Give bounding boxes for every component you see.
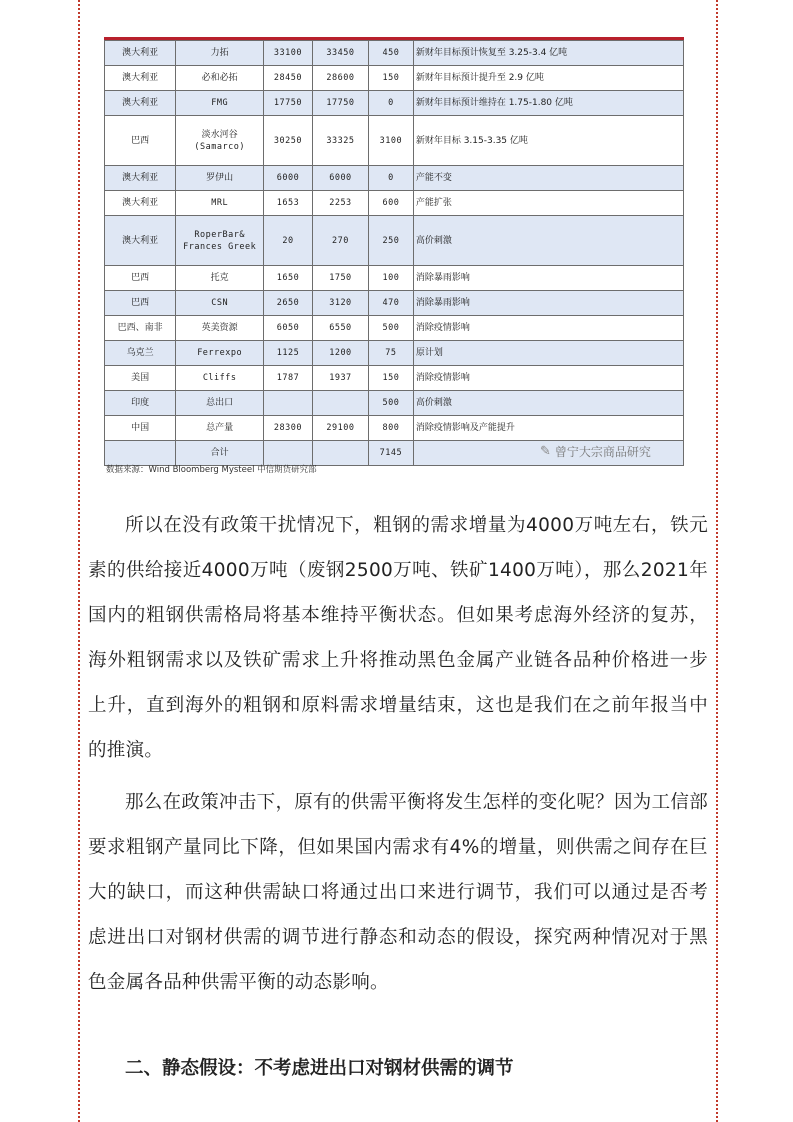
table-row bbox=[105, 191, 684, 216]
table-row bbox=[105, 316, 684, 341]
cell-note: 原计划 bbox=[413, 341, 683, 366]
table-row bbox=[105, 416, 684, 441]
cell-value-2: 6000 bbox=[312, 166, 368, 191]
cell-company: 总出口 bbox=[176, 391, 264, 416]
cell-company: 托克 bbox=[176, 266, 264, 291]
cell-note: 消除疫情影响 bbox=[413, 316, 683, 341]
cell-delta: 800 bbox=[368, 416, 413, 441]
cell-note: 高价刺激 bbox=[413, 216, 683, 266]
paragraph-1: 所以在没有政策干扰情况下，粗钢的需求增量为4000万吨左右，铁元素的供给接近4000万吨（废钢2500万吨、铁矿1400万吨），那么2021年国内的粗钢供需格局将基本维持平衡状态。但如果考虑海外经济的复苏，海外粗钢需求以及铁矿需求上升将推动黑色金属产业链各品种价格进一步上升，直到海外的粗钢和原料需求增量结束，这也是我们在之前年报当中的推演。 bbox=[88, 515, 708, 761]
cell-region bbox=[105, 441, 176, 466]
cell-company-line-1: 淡水河谷 bbox=[201, 129, 238, 140]
table-row bbox=[105, 91, 684, 116]
cell-company: MRL bbox=[176, 191, 264, 216]
cell-delta: 75 bbox=[368, 341, 413, 366]
cell-delta: 3100 bbox=[368, 116, 413, 166]
cell-region: 澳大利亚 bbox=[105, 166, 176, 191]
cell-value-1 bbox=[264, 441, 313, 466]
cell-company: 必和必拓 bbox=[176, 66, 264, 91]
table-row bbox=[105, 341, 684, 366]
left-dotted-border bbox=[78, 0, 80, 1122]
table-row bbox=[105, 216, 684, 266]
cell-company: Ferrexpo bbox=[176, 341, 264, 366]
paragraph-2: 那么在政策冲击下，原有的供需平衡将发生怎样的变化呢？因为工信部要求粗钢产量同比下降，但如果国内需求有4%的增量，则供需之间存在巨大的缺口，而这种供需缺口将通过出口来进行调节，我们可以通过是否考虑进出口对钢材供需的调节进行静态和动态的假设，探究两种情况对于黑色金属各品种供需平衡的动态影响。 bbox=[88, 792, 708, 993]
cell-value-1: 6050 bbox=[264, 316, 313, 341]
cell-delta: 500 bbox=[368, 316, 413, 341]
cell-value-1: 2650 bbox=[264, 291, 313, 316]
cell-value-2: 270 bbox=[312, 216, 368, 266]
cell-region: 澳大利亚 bbox=[105, 191, 176, 216]
cell-value-2: 1937 bbox=[312, 366, 368, 391]
cell-value-1 bbox=[264, 391, 313, 416]
table-row bbox=[105, 41, 684, 66]
table-row bbox=[105, 291, 684, 316]
table-row bbox=[105, 66, 684, 91]
cell-region: 澳大利亚 bbox=[105, 91, 176, 116]
cell-value-2 bbox=[312, 391, 368, 416]
cell-company: 力拓 bbox=[176, 41, 264, 66]
cell-value-2: 29100 bbox=[312, 416, 368, 441]
cell-note: 消除疫情影响及产能提升 bbox=[413, 416, 683, 441]
table-source-note: 数据来源：Wind Bloomberg Mysteel 中信期货研究部 bbox=[106, 465, 317, 475]
cell-value-2: 1750 bbox=[312, 266, 368, 291]
cell-value-2: 3120 bbox=[312, 291, 368, 316]
cell-note: 新财年目标 3.15-3.35 亿吨 bbox=[413, 116, 683, 166]
cell-delta: 0 bbox=[368, 91, 413, 116]
table-row bbox=[105, 166, 684, 191]
cell-value-1: 1650 bbox=[264, 266, 313, 291]
section-heading: 二、静态假设：不考虑进出口对钢材供需的调节 bbox=[125, 1058, 514, 1079]
cell-value-1: 1125 bbox=[264, 341, 313, 366]
cell-delta: 150 bbox=[368, 66, 413, 91]
cell-region: 巴西 bbox=[105, 116, 176, 166]
cell-value-1: 6000 bbox=[264, 166, 313, 191]
cell-company-line-2: (Samarco) bbox=[194, 141, 245, 152]
cell-value-2: 2253 bbox=[312, 191, 368, 216]
cell-note: 新财年目标预计恢复至 3.25-3.4 亿吨 bbox=[413, 41, 683, 66]
cell-note: 新财年目标预计维持在 1.75-1.80 亿吨 bbox=[413, 91, 683, 116]
cell-region: 巴西、南非 bbox=[105, 316, 176, 341]
cell-value-1: 30250 bbox=[264, 116, 313, 166]
watermark bbox=[540, 443, 651, 460]
cell-note: 新财年目标预计提升至 2.9 亿吨 bbox=[413, 66, 683, 91]
cell-value-2: 28600 bbox=[312, 66, 368, 91]
cell-company: 罗伊山 bbox=[176, 166, 264, 191]
cell-note: 产能不变 bbox=[413, 166, 683, 191]
cell-delta: 100 bbox=[368, 266, 413, 291]
cell-region: 澳大利亚 bbox=[105, 216, 176, 266]
cell-value-2: 33325 bbox=[312, 116, 368, 166]
cell-company-line-1: RoperBar& bbox=[194, 229, 245, 240]
table-row bbox=[105, 391, 684, 416]
cell-note: 消除暴雨影响 bbox=[413, 291, 683, 316]
cell-delta: 250 bbox=[368, 216, 413, 266]
cell-note: 产能扩张 bbox=[413, 191, 683, 216]
cell-region: 巴西 bbox=[105, 266, 176, 291]
cell-company bbox=[176, 216, 264, 266]
cell-delta: 0 bbox=[368, 166, 413, 191]
cell-value-2: 17750 bbox=[312, 91, 368, 116]
cell-region: 澳大利亚 bbox=[105, 41, 176, 66]
watermark-text: 曾宁大宗商品研究 bbox=[554, 445, 651, 459]
cell-delta: 500 bbox=[368, 391, 413, 416]
cell-note: 消除疫情影响 bbox=[413, 366, 683, 391]
cell-value-2: 1200 bbox=[312, 341, 368, 366]
cell-note: 消除暴雨影响 bbox=[413, 266, 683, 291]
cell-value-2: 6550 bbox=[312, 316, 368, 341]
cell-company: Cliffs bbox=[176, 366, 264, 391]
cell-region: 澳大利亚 bbox=[105, 66, 176, 91]
cell-region: 乌克兰 bbox=[105, 341, 176, 366]
table-row bbox=[105, 366, 684, 391]
cell-value-2 bbox=[312, 441, 368, 466]
cell-delta: 600 bbox=[368, 191, 413, 216]
cell-value-1: 28450 bbox=[264, 66, 313, 91]
cell-region: 美国 bbox=[105, 366, 176, 391]
cell-company: 合计 bbox=[176, 441, 264, 466]
cell-value-1: 20 bbox=[264, 216, 313, 266]
cell-value-1: 33100 bbox=[264, 41, 313, 66]
cell-company: FMG bbox=[176, 91, 264, 116]
right-dotted-border bbox=[716, 0, 718, 1122]
cell-delta: 7145 bbox=[368, 441, 413, 466]
wechat-icon: ✎ bbox=[540, 444, 551, 459]
cell-region: 巴西 bbox=[105, 291, 176, 316]
cell-value-1: 1653 bbox=[264, 191, 313, 216]
cell-company bbox=[176, 116, 264, 166]
table-row bbox=[105, 116, 684, 166]
cell-company: 总产量 bbox=[176, 416, 264, 441]
cell-delta: 150 bbox=[368, 366, 413, 391]
cell-region: 中国 bbox=[105, 416, 176, 441]
cell-company-line-2: Frances Greek bbox=[183, 241, 257, 252]
cell-value-1: 1787 bbox=[264, 366, 313, 391]
cell-value-1: 17750 bbox=[264, 91, 313, 116]
cell-region: 印度 bbox=[105, 391, 176, 416]
cell-value-1: 28300 bbox=[264, 416, 313, 441]
cell-delta: 470 bbox=[368, 291, 413, 316]
cell-company: 英美资源 bbox=[176, 316, 264, 341]
cell-value-2: 33450 bbox=[312, 41, 368, 66]
cell-delta: 450 bbox=[368, 41, 413, 66]
cell-company: CSN bbox=[176, 291, 264, 316]
iron-ore-supply-table bbox=[104, 37, 684, 466]
table-row bbox=[105, 266, 684, 291]
cell-note: 高价刺激 bbox=[413, 391, 683, 416]
